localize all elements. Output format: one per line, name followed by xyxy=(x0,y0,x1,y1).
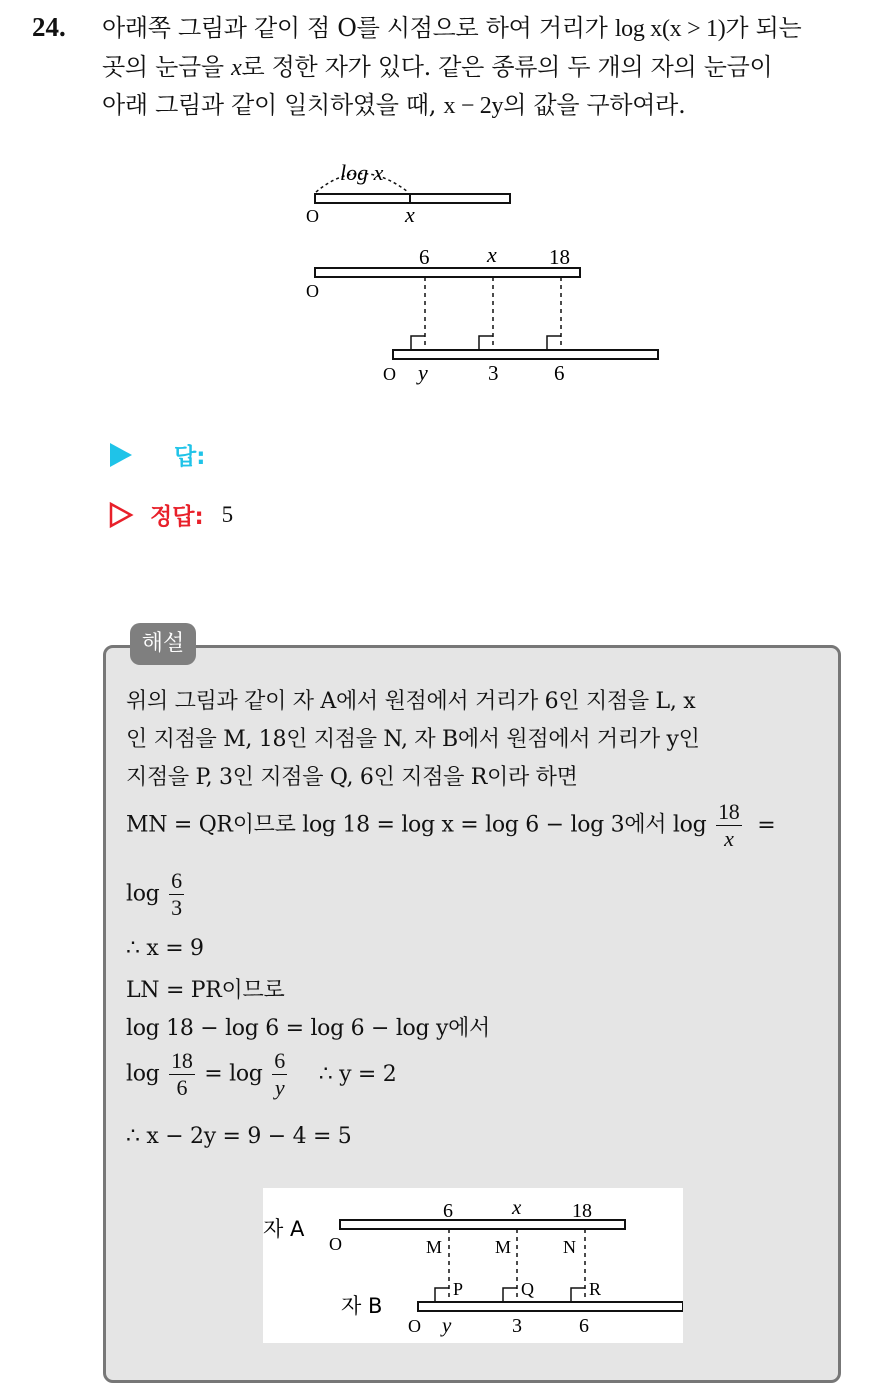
explanation-line-3: 지점을 P, 3인 지점을 Q, 6인 지점을 R이라 하면 xyxy=(126,765,578,790)
small-ruler-x: x xyxy=(405,202,415,227)
ruler-a-label-x: x xyxy=(487,242,497,267)
correct-answer-value: 5 xyxy=(221,501,234,527)
ruler-b-bar xyxy=(418,1302,683,1311)
play-triangle-icon xyxy=(108,441,134,469)
outline-triangle-icon xyxy=(108,501,134,529)
fraction-18-over-6: $\frac{18}{6}$ xyxy=(171,1048,193,1100)
arc-label: log x xyxy=(340,160,384,185)
ruler-a-label-6: 6 xyxy=(419,245,430,269)
svg-text:18: 18 xyxy=(572,1200,592,1222)
explanation-tab: 해설 xyxy=(130,623,196,665)
small-ruler-origin: O xyxy=(306,206,319,226)
explanation-line-6: ∴ x = 9 xyxy=(126,936,204,961)
explanation-line-10: ∴ x − 2y = 9 − 4 = 5 xyxy=(126,1124,352,1149)
svg-text:3: 3 xyxy=(512,1315,522,1337)
svg-text:R: R xyxy=(589,1279,602,1299)
svg-text:y: y xyxy=(442,1313,452,1337)
explanation-line-1: 위의 그림과 같이 자 A에서 원점에서 거리가 6인 지점을 L, x xyxy=(126,689,696,714)
ruler-figure xyxy=(290,150,680,390)
ruler-b-origin: O xyxy=(383,364,396,384)
svg-text:6: 6 xyxy=(443,1200,453,1222)
ruler-a-origin: O xyxy=(306,281,319,301)
explanation-figure xyxy=(263,1188,683,1343)
ruler-a xyxy=(315,268,580,277)
question-line-2: 곳의 눈금을 x로 정한 자가 있다. 같은 종류의 두 개의 자의 눈금이 xyxy=(102,53,773,81)
answer-label: 답: xyxy=(174,444,206,470)
svg-text:x: x xyxy=(512,1195,522,1219)
explanation-line-7: LN = PR이므로 xyxy=(126,978,285,1003)
explanation-line-8: log 18 − log 6 = log 6 − log y에서 xyxy=(126,1016,491,1041)
explanation-line-9: log $\frac{18}{6}$ = log $\frac{6}{y}$ ∴ y = 2 xyxy=(126,1048,397,1100)
svg-text:P: P xyxy=(453,1279,464,1299)
ruler-b-label-y: y xyxy=(418,360,428,385)
fraction-18-over-x: $\frac{18}{x}$ xyxy=(718,799,740,851)
question-line-1: 아래쪽 그림과 같이 점 O를 시점으로 하여 거리가 log x(x > 1)가 되는 xyxy=(102,14,802,42)
correct-answer-label: 정답: xyxy=(150,504,204,530)
ruler-b-label-6: 6 xyxy=(554,361,565,385)
svg-text:M: M xyxy=(495,1237,512,1257)
ruler-a-name: 자 A xyxy=(263,1217,305,1241)
fraction-6-over-3: $\frac{6}{3}$ xyxy=(171,868,182,920)
ruler-a-label-18: 18 xyxy=(549,245,570,269)
svg-text:N: N xyxy=(563,1237,576,1257)
explanation-ruler-figure xyxy=(263,1188,683,1343)
explanation-line-2: 인 지점을 M, 18인 지점을 N, 자 B에서 원점에서 거리가 y인 xyxy=(126,727,700,752)
ruler-a-origin-2: O xyxy=(329,1234,342,1254)
explanation-line-4: MN = QR이므로 log 18 = log x = log 6 − log 3에서 log $\frac{18}{x}$ = xyxy=(126,799,776,851)
ruler-b xyxy=(393,350,658,359)
svg-text:6: 6 xyxy=(579,1315,589,1337)
ruler-b-name: 자 B xyxy=(341,1294,383,1318)
svg-text:O: O xyxy=(408,1316,421,1336)
svg-text:M: M xyxy=(426,1237,443,1257)
correct-answer-row xyxy=(108,498,233,531)
fraction-6-over-y: $\frac{6}{y}$ xyxy=(274,1048,285,1100)
answer-row xyxy=(108,438,205,471)
ruler-b-label-3: 3 xyxy=(488,361,499,385)
question-line-3: 아래 그림과 같이 일치하였을 때, x − 2y의 값을 구하여라. xyxy=(102,91,686,119)
question-number: 24. xyxy=(32,12,66,42)
explanation-line-5: log $\frac{6}{3}$ xyxy=(126,868,182,920)
svg-text:Q: Q xyxy=(521,1279,534,1299)
